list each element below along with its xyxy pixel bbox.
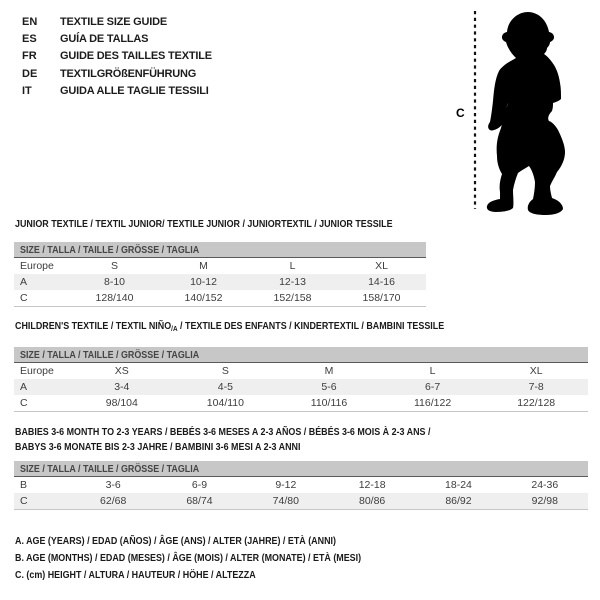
measurement-legend [15,533,361,585]
age-cell: 9-12 [275,479,297,491]
size-header-bar [14,242,426,258]
age-cell: 12-18 [358,479,386,491]
size-header-text: SIZE / TALLA / TAILLE / GRÖSSE / TAGLIA [20,244,200,256]
size-cell: M [199,260,208,272]
height-cell: 116/122 [413,397,452,409]
legend-line-c: C. (cm) HEIGHT / ALTURA / HAUTEUR / HÖHE / ALTEZZA [15,569,256,582]
age-cell: 3-4 [114,381,130,393]
age-cell: 5-6 [321,381,337,393]
size-cell: XS [114,365,129,377]
table-row [14,258,426,274]
table-row [14,477,588,493]
age-cell: 6-7 [424,381,441,393]
age-cell: 7-8 [528,381,544,393]
height-cell: 62/68 [100,495,127,507]
size-cell: XL [529,365,543,377]
title-subscript: /A [171,324,178,333]
size-cell: L [289,260,296,272]
size-cell: XL [375,260,388,272]
size-header-text: SIZE / TALLA / TAILLE / GRÖSSE / TAGLIA [20,349,200,361]
height-cell: 140/152 [184,292,223,304]
table-row [14,274,426,290]
size-header-text: SIZE / TALLA / TAILLE / GRÖSSE / TAGLIA [20,463,200,475]
table-row [14,395,588,411]
height-cell: 68/74 [186,495,213,507]
table-row [14,290,426,306]
figure-measure-label: C [456,106,465,120]
height-cell: 122/128 [517,397,556,409]
row-label: Europe [20,260,54,272]
language-row-es [22,30,212,47]
row-label: B [20,479,28,491]
section-title-babies [15,425,430,455]
legend-line-a: A. AGE (YEARS) / EDAD (AÑOS) / ÂGE (ANS) / ALTER (JAHRE) / ETÀ (ANNI) [15,535,336,547]
size-header-bar [14,461,588,477]
language-row-de [22,65,212,82]
language-title: GUÍA DE TALLAS [60,32,149,45]
height-cell: 92/98 [531,495,558,507]
age-cell: 8-10 [103,276,125,288]
language-code: IT [22,84,32,97]
language-code: ES [22,32,37,45]
height-cell: 74/80 [272,495,299,507]
legend-line-b: B. AGE (MONTHS) / EDAD (MESES) / ÂGE (MOIS) / ALTER (MONATE) / ETÀ (MESI) [15,552,362,565]
height-cell: 98/104 [105,397,138,409]
height-cell: 110/116 [310,397,348,409]
age-cell: 14-16 [368,276,395,288]
table-row [14,379,588,395]
row-label: Europe [20,365,54,377]
language-title: GUIDA ALLE TAGLIE TESSILI [60,84,209,97]
language-title: TEXTILE SIZE GUIDE [60,15,168,28]
height-cell: 152/158 [273,292,312,304]
height-cell: 104/110 [206,397,244,409]
age-cell: 24-36 [531,479,559,491]
row-label: C [20,397,28,409]
table-row [14,363,588,379]
age-cell: 3-6 [105,479,121,491]
age-cell: 18-24 [445,479,472,491]
language-title: TEXTILGRÖßENFÜHRUNG [60,67,197,80]
language-row-en [22,13,212,30]
language-title: GUIDE DES TAILLES TEXTILE [60,50,212,63]
section-title-children [15,319,444,336]
height-cell: 128/140 [95,292,134,304]
title-line-2: BABYS 3-6 MONATE BIS 2-3 JAHRE / BAMBINI 3-6 MESI A 2-3 ANNI [15,441,301,453]
row-label: C [20,292,28,304]
height-cell: 80/86 [359,495,386,507]
baby-height-figure [450,8,580,218]
junior-size-table [14,242,426,307]
size-cell: S [221,365,229,377]
row-label: C [20,495,28,507]
language-code: DE [22,67,38,80]
children-size-table [14,347,588,412]
row-label: A [20,276,28,288]
size-header-bar [14,347,588,363]
table-row [14,493,588,509]
size-cell: S [110,260,118,272]
language-row-fr [22,48,212,65]
height-cell: 86/92 [445,495,472,507]
age-cell: 10-12 [190,276,217,288]
babies-size-table [14,461,588,510]
age-cell: 12-13 [279,276,306,288]
baby-silhouette [487,12,565,215]
title-line-1: BABIES 3-6 MONTH TO 2-3 YEARS / BEBÉS 3-6 MESES A 2-3 AÑOS / BÉBÉS 3-6 MOIS À 2-3 ANS / [15,426,431,438]
language-code: FR [22,50,37,63]
height-cell: 158/170 [362,292,401,304]
title-text: CHILDREN'S TEXTILE / TEXTIL NIÑO [15,320,172,332]
language-row-it [22,82,212,99]
title-text: / TEXTILE DES ENFANTS / KINDERTEXTIL / BAMBINI TESSILE [177,320,445,332]
size-cell: M [324,365,334,377]
age-cell: 6-9 [191,479,208,491]
age-cell: 4-5 [217,381,233,393]
language-code: EN [22,15,38,28]
row-label: A [20,381,28,393]
language-header-list [22,13,212,99]
section-title-junior: JUNIOR TEXTILE / TEXTIL JUNIOR/ TEXTILE JUNIOR / JUNIORTEXTIL / JUNIOR TESSILE [15,218,393,230]
size-cell: L [429,365,436,377]
